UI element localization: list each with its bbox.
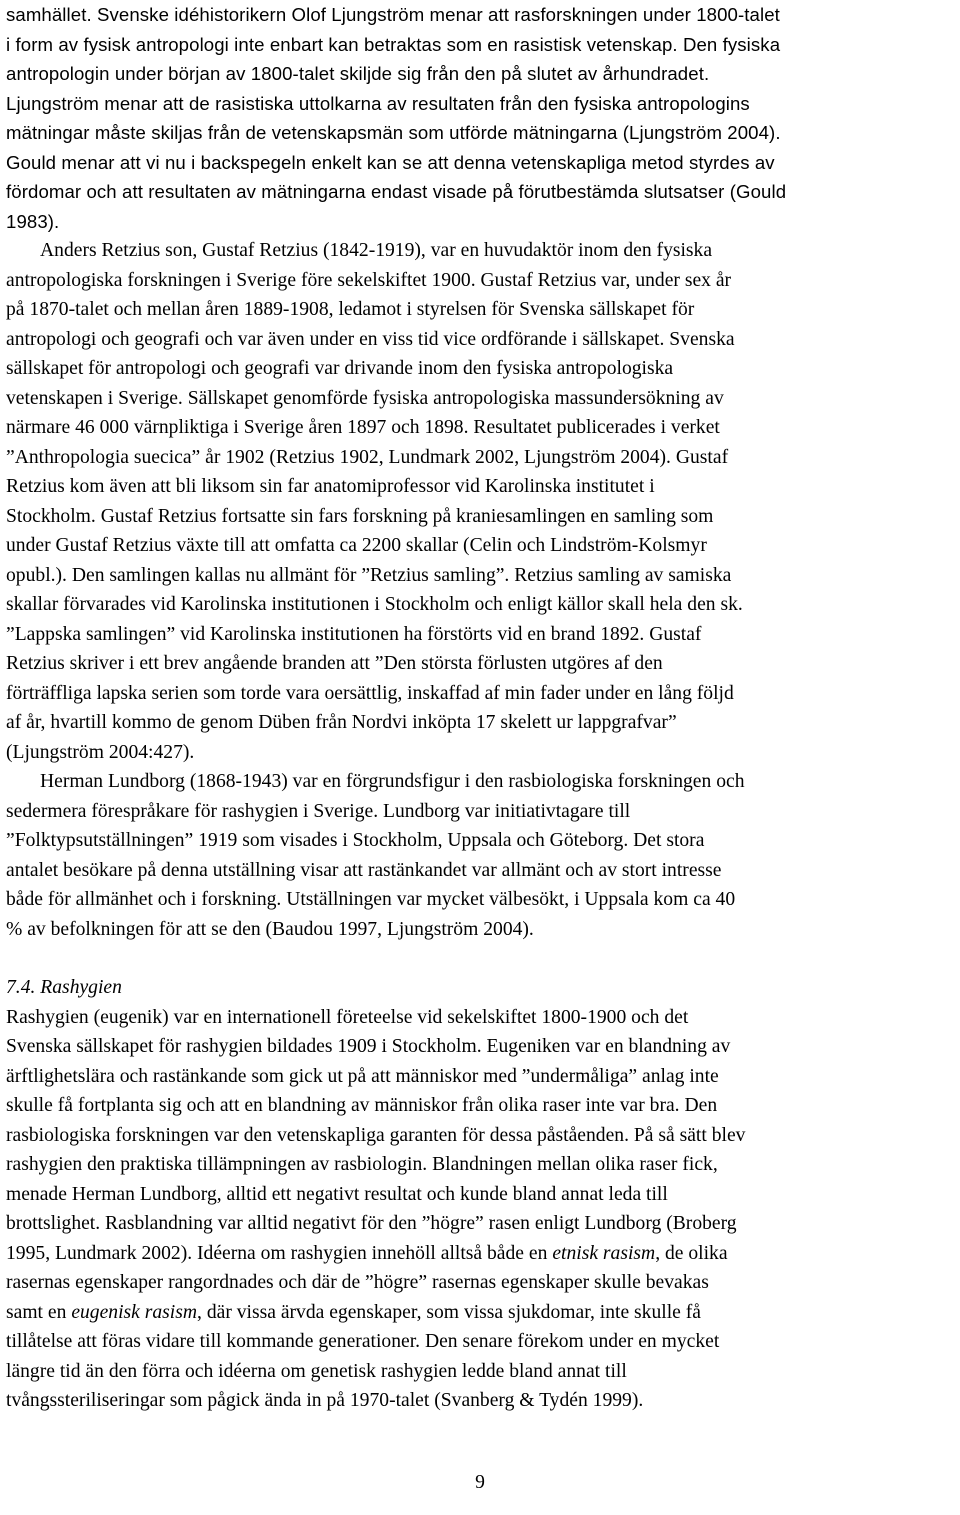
text-line: ”Folktypsutställningen” 1919 som visades i Stockholm, Uppsala och Göteborg. Det stora: [6, 830, 705, 851]
text-line: menade Herman Lundborg, alltid ett negativt resultat och kunde bland annat leda till: [6, 1183, 668, 1205]
text-line: längre tid än den förra och idéerna om genetisk rashygien ledde bland annat till: [6, 1360, 627, 1382]
text-line: ”Anthropologia suecica” år 1902 (Retzius 1902, Lundmark 2002, Ljungström 2004). Gustaf: [6, 446, 729, 468]
text-segment: , de olika: [655, 1242, 728, 1264]
text-line: tillåtelse att föras vidare till kommande generationer. Den senare förekom under en mycket: [6, 1331, 720, 1352]
paragraph-rashygien: [6, 1003, 954, 1416]
text-line: 1983).: [6, 210, 60, 232]
text-line: af år, hvartill kommo de genom Düben från Nordvi inköpta 17 skelett ur lappgrafvar”: [6, 712, 677, 733]
paragraph-lundborg: [6, 767, 954, 944]
italic-term-eugenisk-rasism: eugenisk rasism: [71, 1301, 198, 1323]
text-line: antropologi och geografi och var även under en viss tid vice ordförande i sällskapet. Svenska: [6, 328, 735, 350]
text-line: mätningar måste skiljas från de vetenskapsmän som utförde mätningarna (Ljungström 2004).: [6, 122, 781, 143]
section-heading: [6, 973, 954, 1003]
text-line: Ljungström menar att de rasistiska uttolkarna av resultaten från den fysiska antropologins: [6, 92, 750, 114]
text-line: rashygien den praktiska tillämpningen av rasbiologin. Blandningen mellan olika raser fick,: [6, 1154, 718, 1175]
text-line: skulle få fortplanta sig och att en blandning av människor från olika raser inte var bra. Den: [6, 1095, 718, 1116]
text-line: vetenskapen i Sverige. Sällskapet genomförde fysiska antropologiska massundersökning av: [6, 387, 724, 409]
text-line: Stockholm. Gustaf Retzius fortsatte sin fars forskning på kraniesamlingen en samling som: [6, 505, 714, 527]
text-line: under Gustaf Retzius växte till att omfatta ca 2200 skallar (Celin och Lindström-Kolsmyr: [6, 535, 707, 556]
text-line: [6, 1239, 954, 1269]
text-line: % av befolkningen för att se den (Baudou 1997, Ljungström 2004).: [6, 918, 534, 940]
text-line: fördomar och att resultaten av mätningarna endast visade på förutbestämda slutsatser (Gould: [6, 181, 787, 202]
text-segment: samt en: [6, 1301, 67, 1323]
text-line: i form av fysisk antropologi inte enbart kan betraktas som en rasistisk vetenskap. Den fysiska: [6, 33, 781, 55]
text-line: Gould menar att vi nu i backspegeln enkelt kan se att denna vetenskapliga metod styrdes av: [6, 151, 775, 173]
text-line: brottslighet. Rasblandning var alltid negativt för den ”högre” rasen enligt Lundborg (Broberg: [6, 1213, 737, 1234]
text-line: (Ljungström 2004:427).: [6, 741, 195, 763]
text-line: rasernas egenskaper rangordnades och där de ”högre” rasernas egenskaper skulle bevakas: [6, 1272, 709, 1293]
paragraph-retzius: [6, 236, 954, 767]
text-line: Retzius skriver i ett brev angående branden att ”Den största förlusten utgöres af den: [6, 653, 663, 674]
text-line: skallar förvarades vid Karolinska institutionen i Stockholm och enligt källor skall hela den sk.: [6, 594, 743, 615]
text-line: både för allmänhet och i forskning. Utställningen var mycket välbesökt, i Uppsala kom ca 40: [6, 889, 736, 910]
text-line: ärftlighetslära och rastänkande som gick ut på att människor med ”undermåliga” anlag inte: [6, 1065, 719, 1087]
text-line: [6, 1298, 954, 1328]
document-page: [6, 0, 954, 1416]
section-number: 7.4.: [6, 977, 36, 998]
text-line: opubl.). Den samlingen kallas nu allmänt för ”Retzius samling”. Retzius samling av samiska: [6, 564, 732, 586]
text-line: närmare 46 000 värnpliktiga i Sverige åren 1897 och 1898. Resultatet publicerades i verket: [6, 417, 720, 438]
text-line: Herman Lundborg (1868-1943) var en förgrundsfigur i den rasbiologiska forskningen och: [40, 771, 745, 792]
text-line: sällskapet för antropologi och geografi var drivande inom den fysiska antropologiska: [6, 358, 674, 379]
page-number: 9: [475, 1472, 485, 1493]
text-line: samhället. Svenske idéhistorikern Olof Ljungström menar att rasforskningen under 1800-talet: [6, 4, 780, 25]
text-line: Rashygien (eugenik) var en internationell företeelse vid sekelskiftet 1800-1900 och det: [6, 1006, 689, 1028]
text-line: sedermera förespråkare för rashygien i Sverige. Lundborg var initiativtagare till: [6, 800, 631, 822]
text-segment: , där vissa ärvda egenskaper, som vissa sjukdomar, inte skulle få: [197, 1301, 701, 1323]
italic-term-etnisk-rasism: etnisk rasism: [552, 1242, 656, 1264]
text-line: Retzius kom även att bli liksom sin far anatomiprofessor vid Karolinska institutet i: [6, 476, 655, 497]
text-line: förträffliga lapska serien som torde vara oersättlig, inskaffad af min fader under en lång följd: [6, 682, 734, 704]
text-line: antropologin under början av 1800-talet skiljde sig från den på slutet av århundradet.: [6, 63, 710, 84]
text-line: Svenska sällskapet för rashygien bildades 1909 i Stockholm. Eugeniken var en blandning av: [6, 1036, 731, 1057]
text-line: tvångssteriliseringar som pågick ända in på 1970-talet (Svanberg & Tydén 1999).: [6, 1390, 644, 1411]
paragraph-ljungstrom: [6, 0, 954, 236]
text-line: rasbiologiska forskningen var den vetenskapliga garanten för dessa påståenden. På så sätt blev: [6, 1124, 746, 1146]
paragraph-spacer: [6, 944, 954, 973]
text-line: på 1870-talet och mellan åren 1889-1908, ledamot i styrelsen för Svenska sällskapet för: [6, 299, 695, 320]
text-line: ”Lappska samlingen” vid Karolinska institutionen ha förstörts vid en brand 1892. Gustaf: [6, 623, 702, 645]
text-line: Anders Retzius son, Gustaf Retzius (1842-1919), var en huvudaktör inom den fysiska: [40, 240, 713, 261]
text-segment: 1995, Lundmark 2002). Idéerna om rashygien innehöll alltså både en: [6, 1242, 548, 1264]
text-line: antalet besökare på denna utställning visar att rastänkandet var allmänt och av stort intresse: [6, 859, 722, 881]
text-line: antropologiska forskningen i Sverige före sekelskiftet 1900. Gustaf Retzius var, under sex år: [6, 269, 732, 291]
section-title: Rashygien: [40, 977, 122, 998]
